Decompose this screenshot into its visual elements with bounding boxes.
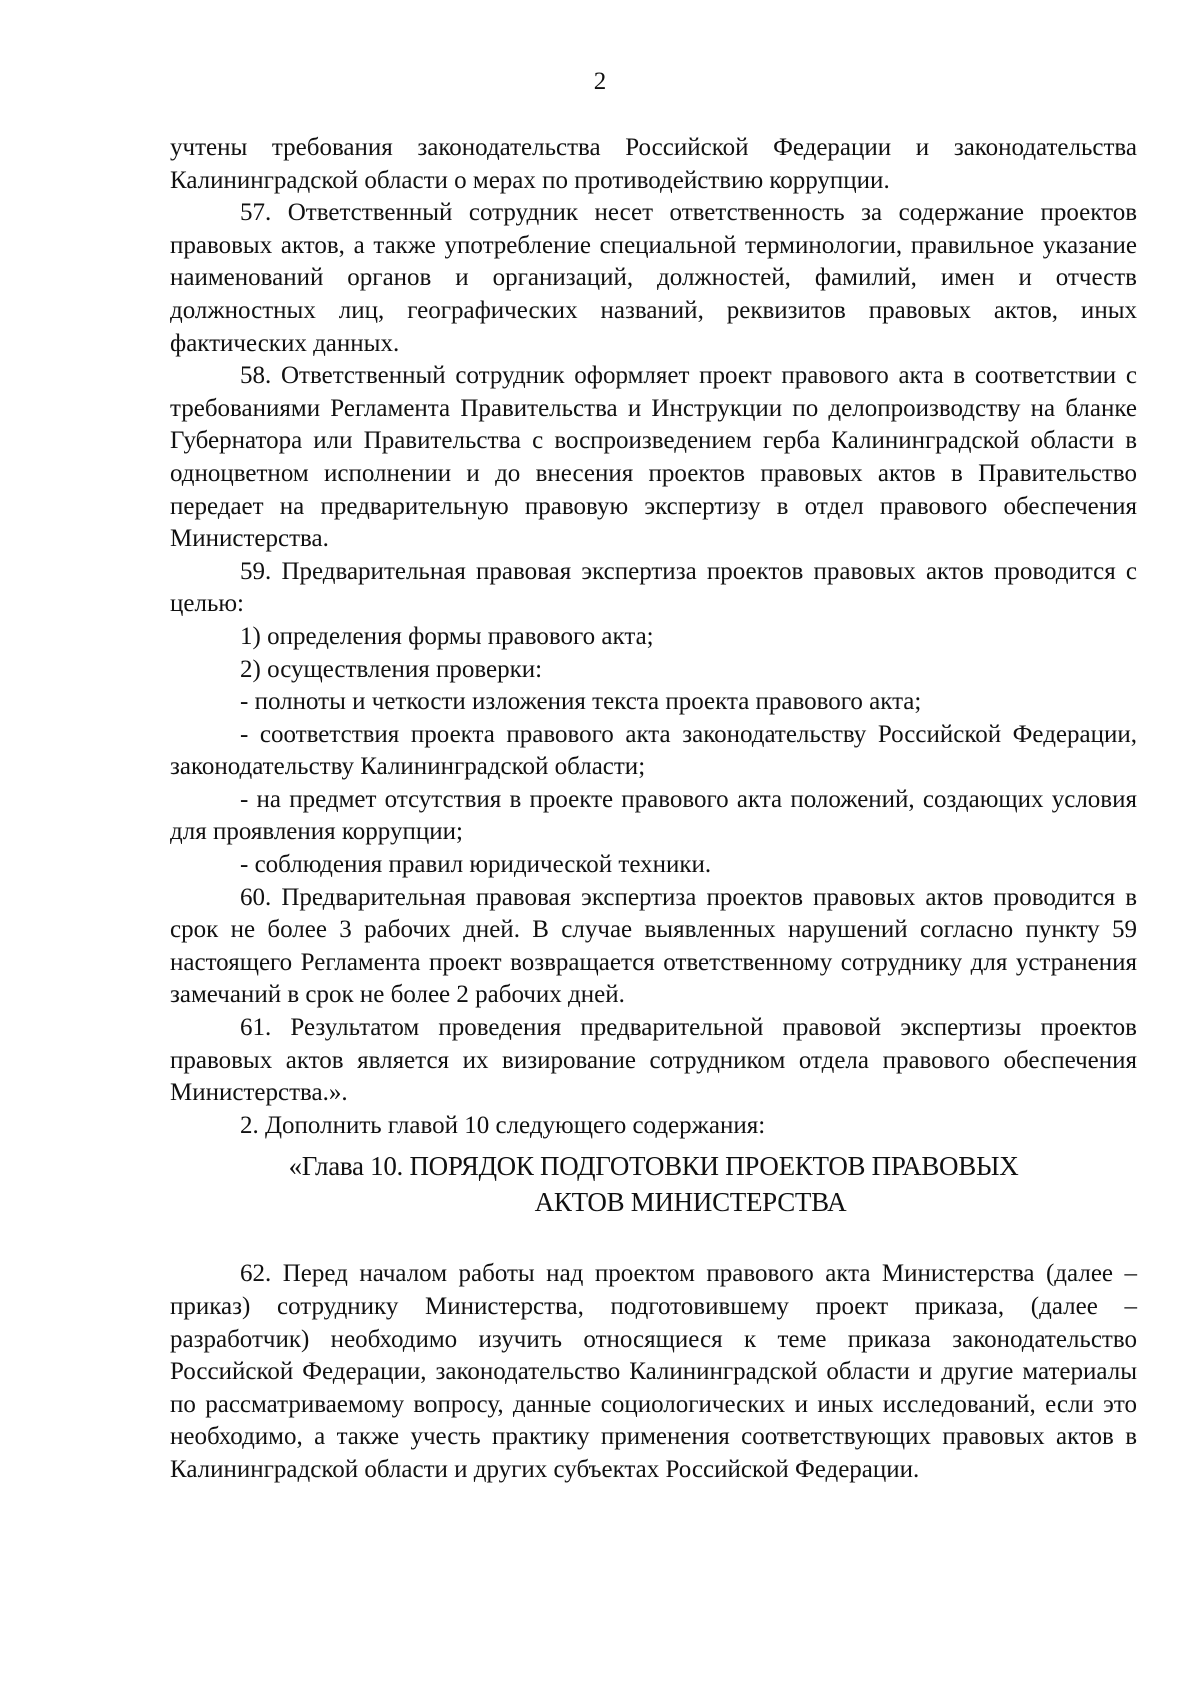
sublist-item-completeness: - полноты и четкости изложения текста проекта правового акта; [240, 688, 922, 716]
paragraph-item-57: 57. Ответственный сотрудник несет ответственность за содержание проектов правовых актов, а также употребление специальной терминологии, правильное указание наименований органов и организаций, должностей, фамилий, имен и отчеств должностных лиц, географических названий, реквизитов правовых актов, иных фактических данных. [170, 199, 1137, 357]
paragraph-item-60: 60. Предварительная правовая экспертиза проектов правовых актов проводится в срок не более 3 рабочих дней. В случае выявленных нарушений согласно пункту 59 настоящего Регламента проект возвращается ответственному сотруднику для устранения замечаний в срок не более 2 рабочих дней. [170, 883, 1137, 1009]
sublist-item-corruption: - на предмет отсутствия в проекте правового акта положений, создающих условия для проявления коррупции; [170, 785, 1137, 846]
paragraph-item-61: 61. Результатом проведения предварительной правовой экспертизы проектов правовых актов является их визирование сотрудником отдела правового обеспечения Министерства.». [170, 1014, 1137, 1107]
list-item-check: 2) осуществления проверки: [240, 655, 543, 683]
chapter-heading [170, 1148, 1137, 1220]
paragraph-continuation: учтены требования законодательства Российской Федерации и законодательства Калининградской области о мерах по противодействию коррупции. [170, 134, 1137, 194]
list-item-form: 1) определения формы правового акта; [240, 622, 654, 650]
paragraph-item-62: 62. Перед началом работы над проектом правового акта Министерства (далее – приказ) сотруднику Министерства, подготовившему проект приказа, (далее – разработчик) необходимо изучить относящиеся к теме приказа законодательство Российской Федерации, законодательство Калининградской области и другие материалы по рассматриваемому вопросу, данные социологических и иных исследований, если это необходимо, а также учесть практику применения соответствующих правовых актов в Калининградской области и других субъектах Российской Федерации. [170, 1260, 1137, 1483]
paragraph-item-58: 58. Ответственный сотрудник оформляет проект правового акта в соответствии с требованиями Регламента Правительства и Инструкции по делопроизводству на бланке Губернатора или Правительства с воспроизведением герба Калининградской области в одноцветном исполнении и до внесения проектов правовых актов в Правительство передает на предварительную правовую экспертизу в отдел правового обеспечения Министерства. [170, 362, 1137, 553]
paragraph-amendment-2: 2. Дополнить главой 10 следующего содержания: [240, 1111, 766, 1139]
document-body [170, 132, 1137, 1487]
sublist-item-compliance: - соответствия проекта правового акта законодательству Российской Федерации, законодательству Калининградской области; [170, 720, 1137, 781]
page-number: 2 [593, 68, 607, 95]
chapter-heading-line-1: «Глава 10. ПОРЯДОК ПОДГОТОВКИ ПРОЕКТОВ ПРАВОВЫХ [288, 1151, 1019, 1182]
heading-spacer [170, 1220, 1137, 1258]
paragraph-item-59: 59. Предварительная правовая экспертиза проектов правовых актов проводится с целью: [170, 557, 1137, 618]
chapter-heading-line-2: АКТОВ МИНИСТЕРСТВА [534, 1187, 847, 1218]
sublist-item-technique: - соблюдения правил юридической техники. [240, 851, 712, 879]
